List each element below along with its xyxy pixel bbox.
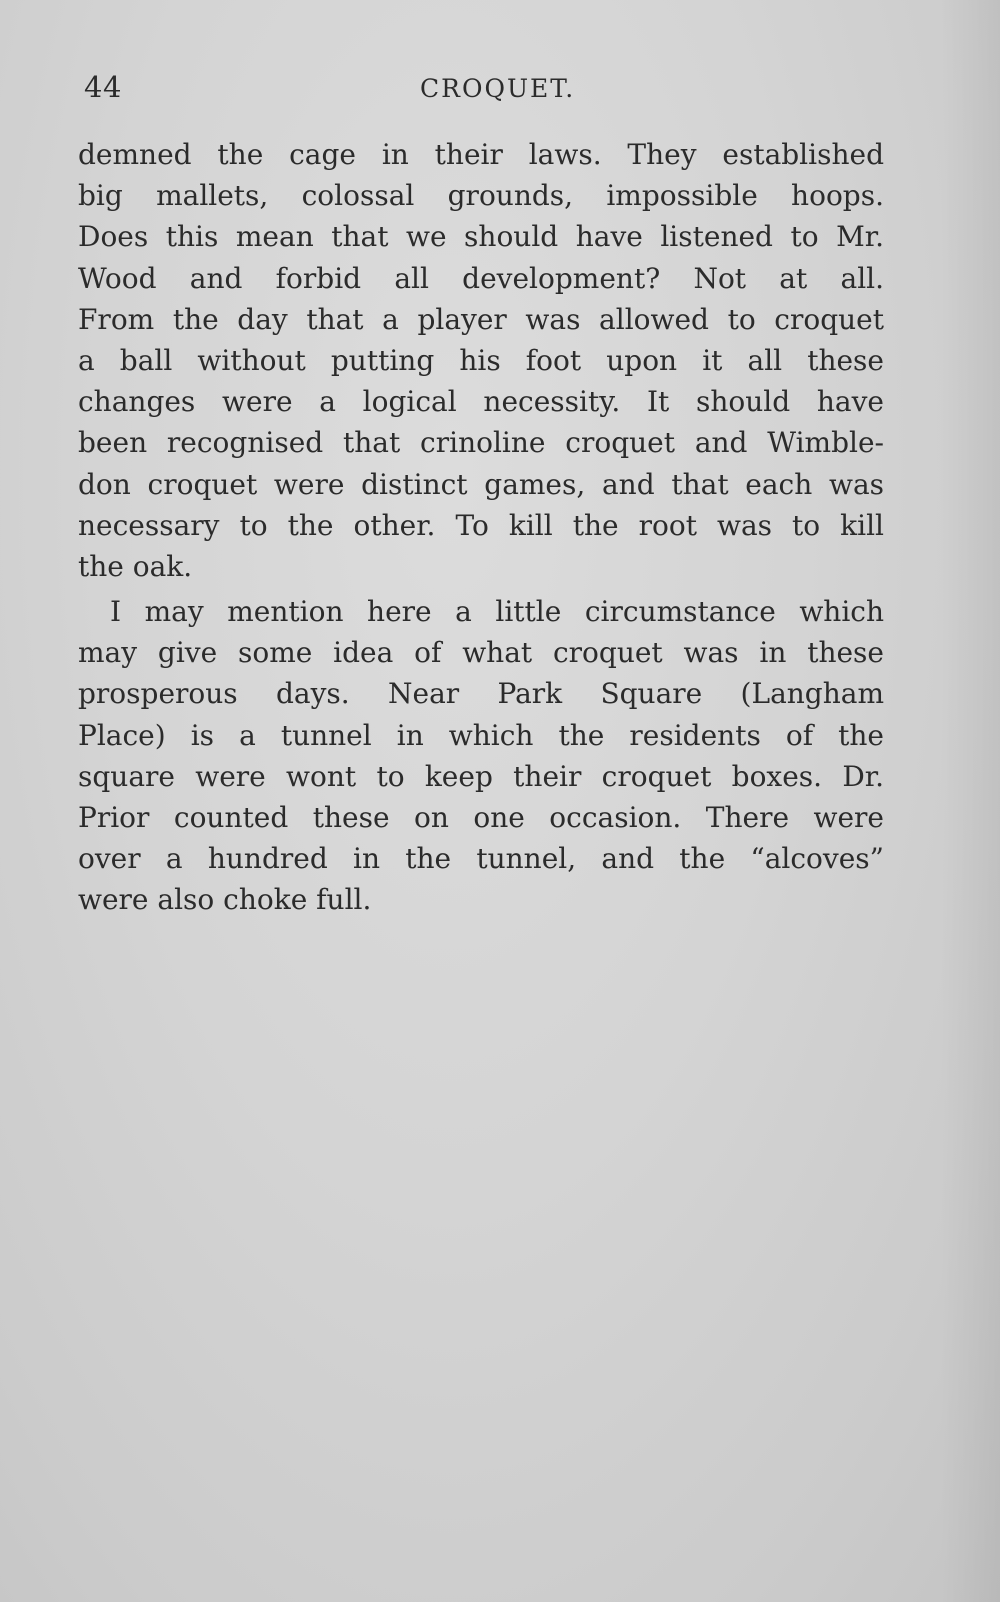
- text-line: Does this mean that we should have listened to Mr.: [78, 220, 884, 254]
- text-line: square were wont to keep their croquet boxes. Dr.: [78, 759, 884, 793]
- text-line: over a hundred in the tunnel, and the “alcoves”: [78, 842, 884, 876]
- page-edge-shadow: [940, 0, 1000, 1602]
- text-line: been recognised that crinoline croquet and Wimble-: [78, 426, 884, 460]
- text-line: may give some idea of what croquet was in these: [78, 636, 884, 670]
- paragraph-1: [78, 134, 884, 587]
- text-line: necessary to the other. To kill the root was to kill: [78, 508, 884, 542]
- page-number: 44: [84, 70, 122, 104]
- text-line: the oak.: [78, 549, 193, 583]
- running-title: CROQUET.: [420, 74, 576, 103]
- text-line: prosperous days. Near Park Square (Langham: [78, 677, 884, 711]
- body-text: [78, 134, 884, 921]
- text-line: I may mention here a little circumstance which: [110, 595, 884, 629]
- text-line: Wood and forbid all development? Not at all.: [78, 261, 884, 295]
- text-line: big mallets, colossal grounds, impossible hoops.: [78, 179, 884, 213]
- text-line: Place) is a tunnel in which the residents of the: [78, 718, 884, 752]
- text-line: don croquet were distinct games, and that each was: [78, 467, 884, 501]
- text-line: From the day that a player was allowed to croquet: [78, 302, 884, 336]
- text-line: were also choke full.: [78, 883, 372, 917]
- running-head: [84, 70, 884, 110]
- text-line: a ball without putting his foot upon it all these: [78, 343, 884, 377]
- text-line: demned the cage in their laws. They established: [78, 138, 884, 171]
- text-line: Prior counted these on one occasion. There were: [78, 801, 884, 834]
- paragraph-2: [78, 591, 884, 921]
- text-line: changes were a logical necessity. It should have: [78, 385, 884, 419]
